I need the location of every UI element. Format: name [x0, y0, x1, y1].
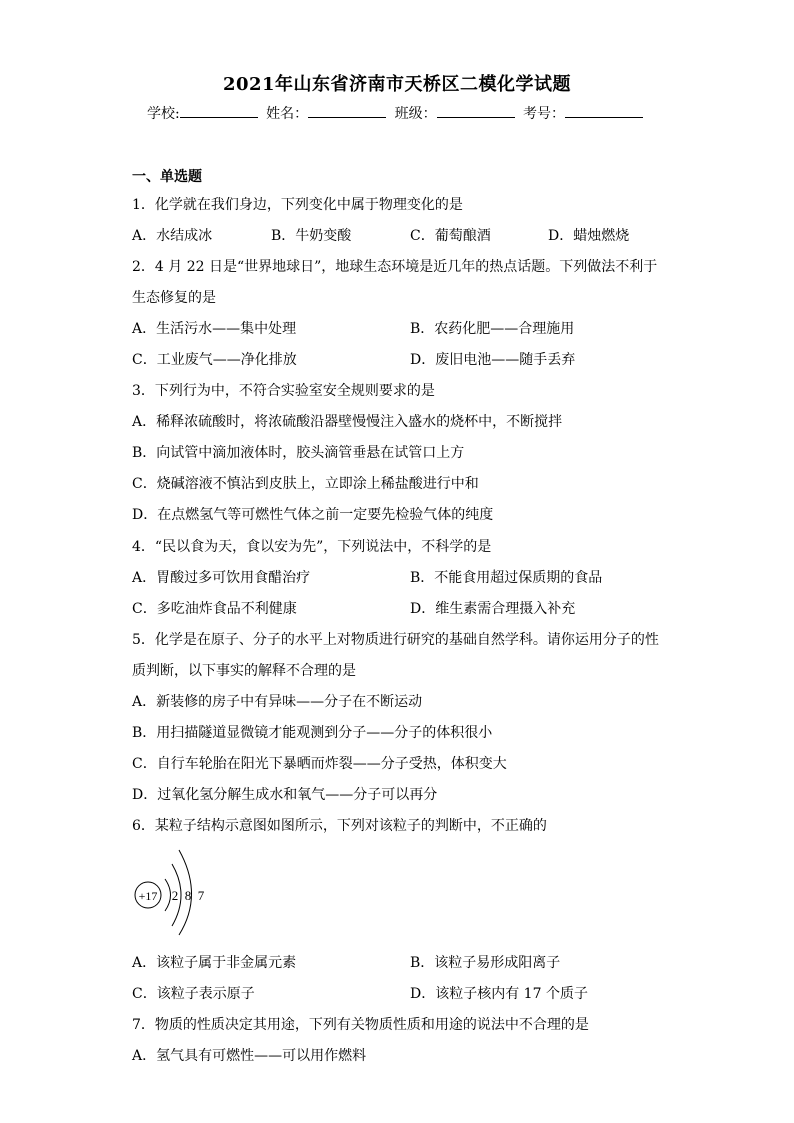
shell-3-count: 7: [197, 888, 205, 903]
school-blank[interactable]: [180, 104, 258, 118]
q4-option-c[interactable]: C．多吃油炸食品不利健康: [132, 601, 297, 617]
q6-options-row2: [132, 983, 672, 1001]
nucleus-charge: +17: [138, 889, 158, 903]
q1-stem: 1．化学就在我们身边，下列变化中属于物理变化的是: [132, 197, 463, 213]
q4-stem: 4．“民以食为天，食以安为先”，下列说法中，不科学的是: [132, 539, 492, 555]
school-label: 学校:: [146, 106, 180, 122]
student-info-line: [0, 103, 794, 123]
q5-option-b[interactable]: B．用扫描隧道显微镜才能观测到分子——分子的体积很小: [132, 725, 493, 741]
q2-option-b[interactable]: B．农药化肥——合理施用: [410, 321, 575, 337]
q2-options-row1: [132, 318, 672, 336]
q6-option-a[interactable]: A．该粒子属于非金属元素: [132, 955, 297, 971]
q4-option-a[interactable]: A．胃酸过多可饮用食醋治疗: [132, 570, 311, 586]
q3-stem: 3．下列行为中，不符合实验室安全规则要求的是: [132, 383, 435, 399]
q4-options-row1: [132, 567, 672, 585]
q2-stem-line1: 2．4 月 22 日是“世界地球日”，地球生态环境是近几年的热点话题。下列做法不利于: [132, 259, 658, 275]
q2-stem-line2: 生态修复的是: [132, 290, 216, 306]
name-label: 姓名：: [266, 106, 309, 122]
q5-option-c[interactable]: C．自行车轮胎在阳光下暴晒而炸裂——分子受热，体积变大: [132, 756, 507, 772]
class-label: 班级：: [394, 106, 437, 122]
q1-options: [132, 225, 672, 243]
section-heading: 一、单选题: [132, 169, 202, 185]
q4-option-d[interactable]: D．维生素需合理摄入补充: [410, 601, 576, 617]
electron-shell-1: [165, 879, 171, 911]
q3-option-c[interactable]: C．烧碱溶液不慎沾到皮肤上，立即涂上稀盐酸进行中和: [132, 476, 479, 492]
q5-option-a[interactable]: A．新装修的房子中有异味——分子在不断运动: [132, 694, 423, 710]
q5-stem-line1: 5．化学是在原子、分子的水平上对物质进行研究的基础自然学科。请你运用分子的性: [132, 632, 659, 648]
q7-option-a[interactable]: A．氢气具有可燃性——可以用作燃料: [132, 1048, 367, 1064]
q4-options-row2: [132, 598, 672, 616]
shell-1-count: 2: [171, 888, 179, 903]
q5-stem-line2: 质判断，以下事实的解释不合理的是: [132, 663, 356, 679]
q5-option-d[interactable]: D．过氧化氢分解生成水和氧气——分子可以再分: [132, 787, 438, 803]
q7-stem: 7．物质的性质决定其用途，下列有关物质性质和用途的说法中不合理的是: [132, 1017, 589, 1033]
q3-option-b[interactable]: B．向试管中滴加液体时，胶头滴管垂悬在试管口上方: [132, 445, 465, 461]
class-blank[interactable]: [437, 104, 515, 118]
exam-title: 2021年山东省济南市天桥区二模化学试题: [222, 74, 572, 95]
number-label: 考号：: [523, 106, 566, 122]
name-blank[interactable]: [308, 104, 386, 118]
q1-option-b[interactable]: B．牛奶变酸: [271, 228, 352, 244]
q6-stem: 6．某粒子结构示意图如图所示，下列对该粒子的判断中，不正确的: [132, 818, 547, 834]
q1-option-d[interactable]: D．蜡烛燃烧: [548, 228, 630, 244]
q2-option-c[interactable]: C．工业废气——净化排放: [132, 352, 297, 368]
q6-options-row1: [132, 952, 672, 970]
q2-option-a[interactable]: A．生活污水——集中处理: [132, 321, 297, 337]
q2-option-d[interactable]: D．废旧电池——随手丢弃: [410, 352, 576, 368]
shell-2-count: 8: [184, 888, 192, 903]
q1-option-a[interactable]: A．水结成冰: [132, 228, 213, 244]
q4-option-b[interactable]: B．不能食用超过保质期的食品: [410, 570, 603, 586]
q6-option-d[interactable]: D．该粒子核内有 17 个质子: [410, 986, 588, 1002]
atomic-structure-diagram: [132, 848, 222, 936]
q3-option-d[interactable]: D．在点燃氢气等可燃性气体之前一定要先检验气体的纯度: [132, 507, 494, 523]
q6-option-c[interactable]: C．该粒子表示原子: [132, 986, 255, 1002]
q1-option-c[interactable]: C．葡萄酿酒: [410, 228, 491, 244]
q3-option-a[interactable]: A．稀释浓硫酸时，将浓硫酸沿器壁慢慢注入盛水的烧杯中，不断搅拌: [132, 414, 563, 430]
q6-option-b[interactable]: B．该粒子易形成阳离子: [410, 955, 561, 971]
q2-options-row2: [132, 349, 672, 367]
number-blank[interactable]: [565, 104, 643, 118]
